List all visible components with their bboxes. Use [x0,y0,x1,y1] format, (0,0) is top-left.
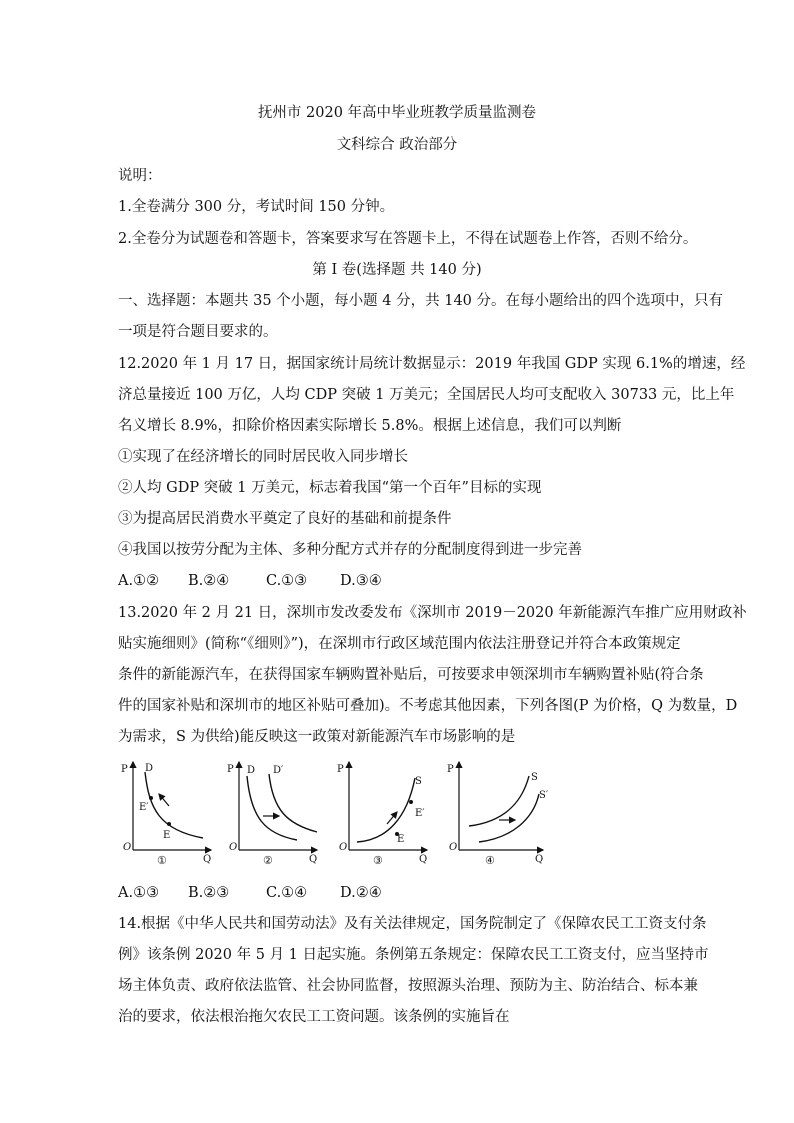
graph-1-point-e: E [163,830,171,841]
q12-statement-2: ②人均 GDP 突破 1 万美元，标志着我国“第一个百年”目标的实现 [118,480,542,496]
q12-stem-1: 12.2020 年 1 月 17 日，据国家统计局统计数据显示：2019 年我国 GDP 实现 6.1%的增速，经 [118,356,746,372]
page-title: 抚州市 2020 年高中毕业班教学质量监测卷 [257,105,537,121]
q14-stem-1: 14.根据《中华人民共和国劳动法》及有关法律规定，国务院制定了《保障农民工工资支付条 [118,916,707,932]
q13-options [118,884,382,902]
graph-1-q-label: Q [203,854,212,865]
q13-stem-4: 件的国家补贴和深圳市的地区补贴可叠加)。不考虑其他因素，下列各图(P 为价格，Q 为数量，D [118,698,738,714]
graph-3-q-label: Q [419,854,428,865]
q13-stem-2: 贴实施细则》(简称“《细则》”)，在深圳市行政区域范围内依法注册登记并符合本政策规定 [118,636,681,652]
graph-3 [335,758,435,870]
q14-stem-3: 场主体负责、政府依法监管、社会协同监督，按照源头治理、预防为主、防治结合、标本兼 [118,978,698,994]
graph-3-p-label: P [337,764,344,775]
page-subtitle: 文科综合 政治部分 [336,137,458,153]
q12-statement-1: ①实现了在经济增长的同时居民收入同步增长 [118,449,408,465]
q12-stem-2: 济总量接近 100 万亿，人均 CDP 突破 1 万美元；全国居民人均可支配收入 30733 元，比上年 [118,387,735,403]
q13-option-d[interactable]: D.②④ [340,885,382,901]
q13-option-c[interactable]: C.①④ [266,885,308,901]
graph-1 [115,758,215,870]
graph-4-curve-s: S [531,772,538,783]
notes-heading: 说明： [118,168,162,184]
graph-3-curve-label: S [415,776,422,787]
graph-4-p-label: P [447,764,454,775]
q12-options [118,572,382,590]
q12-option-a[interactable]: A.①② [118,573,160,589]
graph-4-o-label: O [449,842,458,853]
section-instruction: 一、选择题：本题共 35 个小题，每小题 4 分，共 140 分。在每小题给出的四个选项中，只有 [118,293,724,309]
graph-2-o-label: O [229,842,238,853]
graph-3-point-eprime: E′ [415,808,425,819]
q12-statement-4: ④我国以按劳分配为主体、多种分配方式并存的分配制度得到进一步完善 [118,542,582,558]
graph-1-curve-label: D [145,763,154,774]
notes-item-2: 2.全卷分为试题卷和答题卡，答案要求写在答题卡上，不得在试题卷上作答，否则不给分。 [118,231,698,247]
q14-stem-4: 治的要求，依法根治拖欠农民工工资问题。该条例的实施旨在 [118,1009,510,1025]
graph-4-number: ④ [485,854,495,867]
q14-stem-2: 例》该条例 2020 年 5 月 1 日起实施。条例第五条规定：保障农民工工资支付，应当坚持市 [118,947,709,963]
graph-4-q-label: Q [535,854,544,865]
notes-item-1: 1.全卷满分 300 分，考试时间 150 分钟。 [118,199,395,215]
graph-3-point-e: E [397,834,405,845]
q12-option-b[interactable]: B.②④ [188,573,230,589]
q13-stem-5: 为需求，S 为供给)能反映这一政策对新能源汽车市场影响的是 [118,729,516,745]
q13-option-b[interactable]: B.②③ [188,885,230,901]
graph-1-point-eprime: E′ [139,802,149,813]
section-title: 第 I 卷(选择题 共 140 分) [312,262,482,278]
q12-option-d[interactable]: D.③④ [340,573,382,589]
graph-2-p-label: P [227,764,234,775]
q13-graphs [115,758,555,870]
graph-2-q-label: Q [309,854,318,865]
graph-1-p-label: P [121,764,128,775]
q12-statement-3: ③为提高居民消费水平奠定了良好的基础和前提条件 [118,511,452,527]
graph-1-o-label: O [123,842,132,853]
graph-3-number: ③ [373,854,383,867]
graph-2 [225,758,325,870]
graph-3-o-label: O [339,842,348,853]
graph-1-number: ① [157,854,167,867]
q13-option-a[interactable]: A.①③ [118,885,160,901]
graph-2-curve-dprime: D′ [273,765,284,776]
q12-option-c[interactable]: C.①③ [266,573,308,589]
section-instruction-cont: 一项是符合题目要求的。 [118,324,278,340]
q12-stem-3: 名义增长 8.9%，扣除价格因素实际增长 5.8%。根据上述信息，我们可以判断 [118,418,622,434]
q13-stem-1: 13.2020 年 2 月 21 日，深圳市发改委发布《深圳市 2019－2020 年新能源汽车推广应用财政补 [118,605,747,621]
q13-stem-3: 条件的新能源汽车，在获得国家车辆购置补贴后，可按要求申领深圳市车辆购置补贴(符合条 [118,667,704,683]
graph-2-number: ② [263,854,273,867]
graph-4-curve-sprime: S′ [539,790,549,801]
graph-4 [445,758,555,870]
graph-2-curve-d: D [247,765,256,776]
